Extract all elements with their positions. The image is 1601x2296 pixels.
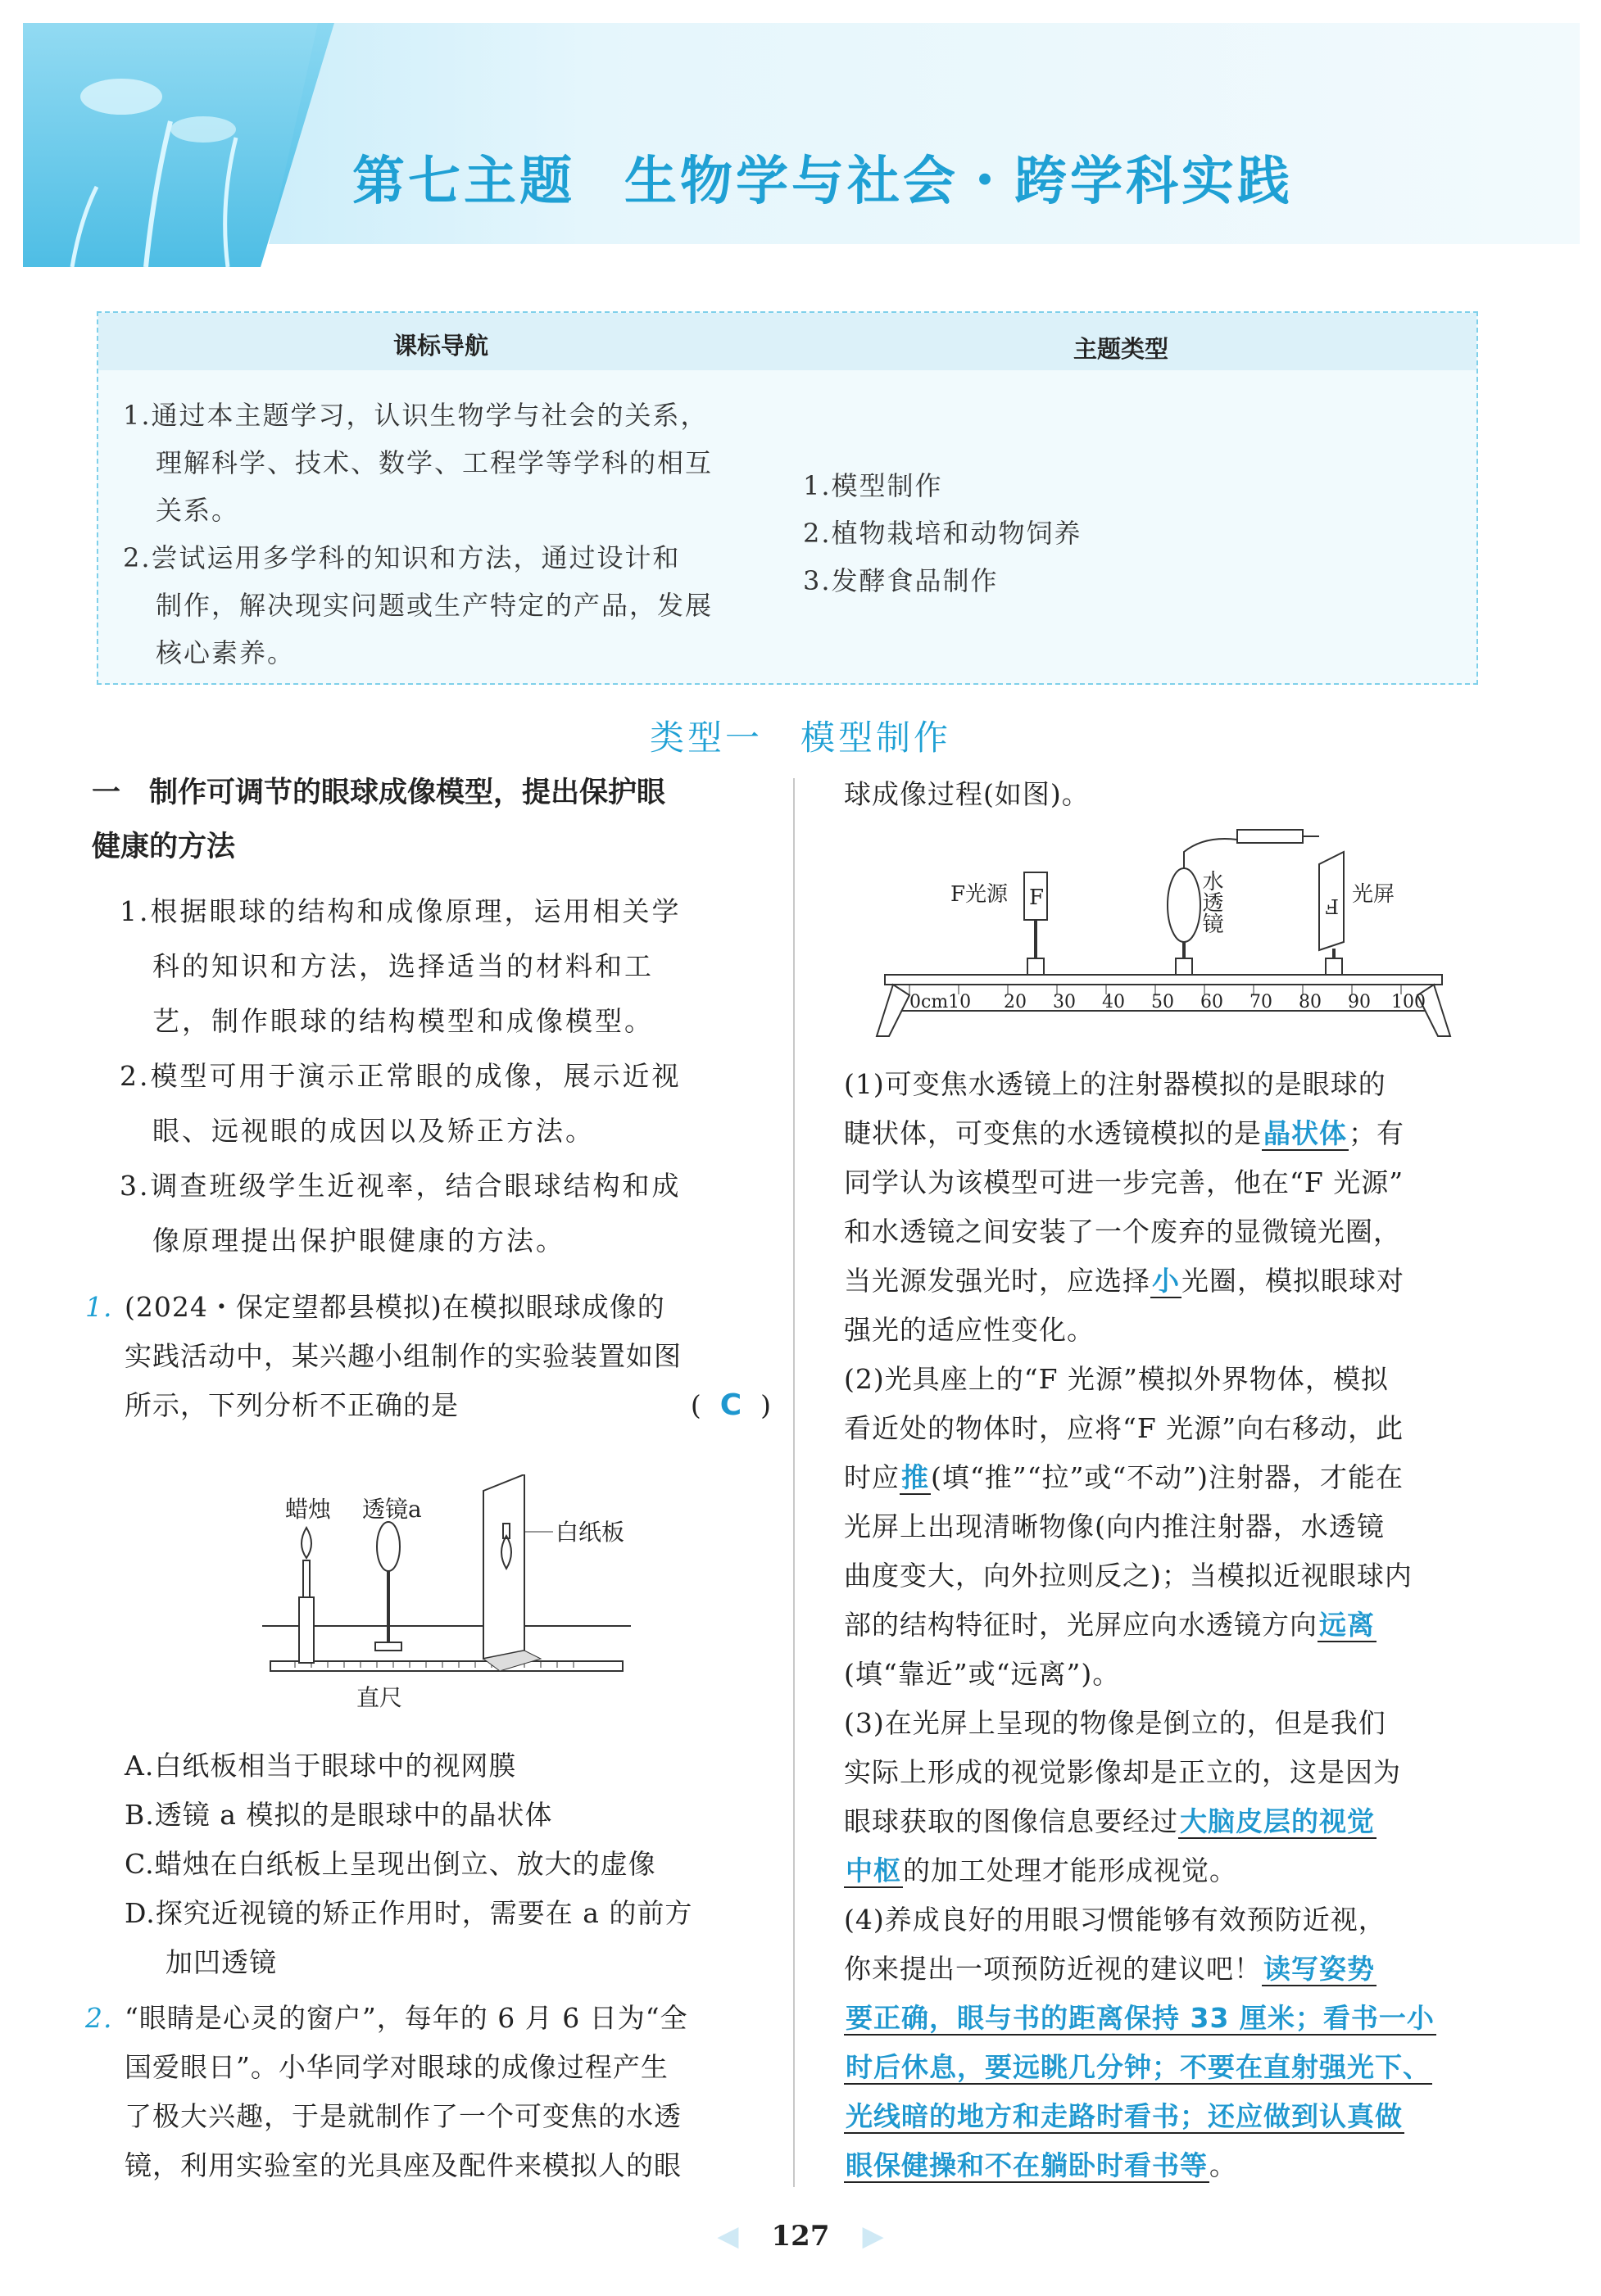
scale-label: 0cm10 [909,992,972,1012]
p2-answer-1: 推 [901,1461,929,1493]
f-source-letter: F [1029,885,1045,910]
f-source-base [1027,958,1044,975]
lens-base [375,1642,401,1651]
right-cont-line: 球成像过程(如图)。 [844,778,1090,810]
question-line: 镜，利用实验室的光具座及配件来模拟人的眼 [125,2149,682,2181]
p4-line [844,2092,1483,2141]
bench-rail-top [885,975,1442,985]
p3-answer-a: 大脑皮层的视觉 [1180,1805,1375,1837]
topic-points [92,884,772,1268]
col2-header: 主题类型 [1073,335,1169,363]
p4-line [844,2141,1483,2190]
col1-header: 课标导航 [393,332,489,360]
p2-line: 光屏上出现清晰物像(向内推注射器，水透镜 [844,1510,1385,1542]
p1-text: 睫状体，可变焦的水透镜模拟的是 [844,1117,1262,1149]
point-line: 3.调查班级学生近视率，结合眼球结构和成 [120,1170,682,1202]
scale-label: 30 [1053,992,1076,1012]
question-number: 1. [85,1291,113,1323]
p4-text: 。 [1209,2149,1237,2181]
p4-answer: 光线暗的地方和走路时看书；还应做到认真做 [846,2100,1403,2132]
col1-line: 关系。 [156,495,240,526]
question-1 [85,1283,772,1430]
p2-text: 部的结构特征时，光屏应向水透镜方向 [844,1609,1318,1641]
left-column [85,766,772,1430]
candle-flame [302,1528,311,1558]
paper-board-shape [483,1474,524,1659]
curriculum-table [97,311,1478,685]
p4-answer: 要正确，眼与书的距离保持 33 厘米；看书一小 [846,2002,1435,2034]
q1-answer: C [719,1388,743,1422]
option-d: D.探究近视镜的矫正作用时，需要在 a 的前方 [125,1897,693,1929]
candle-label: 蜡烛 [285,1496,332,1523]
question-number: 2. [85,2002,113,2034]
page-title [352,139,1293,215]
p2-line: (2)光具座上的“F 光源”模拟外界物体，模拟 [844,1363,1389,1395]
ruler-label: 直尺 [356,1684,403,1711]
lens-label: 透镜a [362,1496,422,1523]
q1-options [125,1741,780,1987]
topic-heading [92,766,772,874]
p2-text: (填“推”“拉”或“不动”)注射器，才能在 [931,1461,1404,1493]
p3-line: (3)在光屏上呈现的物像是倒立的，但是我们 [844,1707,1386,1739]
water-lens-label: 水透镜 [1199,870,1223,934]
p4-line [844,1945,1483,1994]
water-lens-base [1176,958,1192,975]
screen-label: 光屏 [1352,882,1395,907]
option-b: B.透镜 a 模拟的是眼球中的晶状体 [125,1799,553,1831]
scale-label: 100 [1391,992,1426,1012]
bracket-right: ) [760,1389,772,1421]
scale-label: 70 [1250,992,1272,1012]
p2-text: 时应 [844,1461,900,1493]
scale-label: 20 [1004,992,1027,1012]
p2-line [844,1453,1483,1502]
col2-item: 1.模型制作 [803,470,943,501]
col1-line: 1.通过本主题学习，认识生物学与社会的关系， [123,400,709,431]
p1-answer-2: 小 [1152,1265,1180,1297]
question-line: 所示，下列分析不正确的是 [125,1389,459,1421]
question-line: 实践活动中，某兴趣小组制作的实验装置如图 [125,1340,682,1372]
col2-cell [803,462,1376,605]
p1-line [844,1257,1483,1306]
p2-line: 看近处的物体时，应将“F 光源”向右移动，此 [844,1412,1404,1444]
right-answers [844,1060,1483,2190]
question-line: “眼睛是心灵的窗户”，每年的 6 月 6 日为“全 [125,2002,688,2034]
ruler-shape [270,1661,623,1671]
option-d-cont: 加凹透镜 [166,1946,277,1978]
candle-lens-figure [246,1474,655,1712]
p1-line [844,1109,1483,1158]
p3-line [844,1797,1483,1846]
p1-text: 光圈，模拟眼球对 [1181,1265,1404,1297]
p1-line: 和水透镜之间安装了一个废弃的显微镜光圈， [844,1216,1401,1248]
page-number-text: 127 [771,2220,830,2253]
right-arrow-icon: ▶ [862,2220,884,2253]
point-line: 1.根据眼球的结构和成像原理，运用相关学 [120,895,682,927]
scale-label: 80 [1299,992,1322,1012]
page-number [0,2220,1601,2253]
p1-answer-1: 晶状体 [1263,1117,1347,1149]
p4-text: 你来提出一项预防近视的建议吧！ [844,1953,1262,1985]
water-lens-shape [1168,868,1200,942]
col1-line: 2.尝试运用多学科的知识和方法，通过设计和 [123,542,681,573]
lens-shape [377,1522,400,1571]
option-c: C.蜡烛在白纸板上呈现出倒立、放大的虚像 [125,1848,656,1880]
p2-line: 曲度变大，向外拉则反之)；当模拟近视眼球内 [844,1560,1413,1592]
p1-text: ；有 [1349,1117,1404,1149]
col2-item: 3.发酵食品制作 [803,565,999,596]
question-line: 了极大兴趣，于是就制作了一个可变焦的水透 [125,2100,682,2132]
p4-line [844,1994,1483,2043]
col1-line: 核心素养。 [156,637,296,668]
screen-letter: F [1325,894,1339,917]
point-line: 科的知识和方法，选择适当的材料和工 [152,950,654,982]
p1-line: 强光的适应性变化。 [844,1314,1095,1346]
p1-text: 当光源发强光时，应选择 [844,1265,1150,1297]
title-part1: 第七主题 [352,152,575,212]
point-line: 像原理提出保护眼健康的方法。 [152,1225,565,1257]
candle-wick-body [303,1560,310,1597]
scale-label: 90 [1348,992,1371,1012]
p3-line [844,1846,1483,1895]
p3-line: 实际上形成的视觉影像却是正立的，这是因为 [844,1756,1401,1788]
p4-line [844,2043,1483,2092]
col1-cell [123,392,877,677]
topic-heading-line: 健康的方法 [92,831,236,863]
scale-label: 40 [1102,992,1125,1012]
question-line: (2024・保定望都县模拟)在模拟眼球成像的 [125,1291,665,1323]
option-a: A.白纸板相当于眼球中的视网膜 [125,1750,517,1782]
p4-answer: 读写姿势 [1263,1953,1375,1985]
p2-line [844,1601,1483,1650]
p1-line: 同学认为该模型可进一步完善，他在“F 光源” [844,1166,1404,1198]
candle-shape [299,1597,314,1663]
point-line: 艺，制作眼球的结构模型和成像模型。 [152,1005,654,1037]
p4-line: (4)养成良好的用眼习惯能够有效预防近视， [844,1904,1386,1936]
column-divider [793,778,795,2187]
p2-answer-2: 远离 [1319,1609,1375,1641]
answer-bracket [691,1381,772,1430]
board-label: 白纸板 [556,1519,625,1546]
p4-answer: 眼保健操和不在躺卧时看书等 [846,2149,1208,2181]
scale-label: 60 [1200,992,1223,1012]
table-header-row [98,313,1476,370]
f-source-label: F光源 [950,882,1009,907]
question-line: 国爱眼日”。小华同学对眼球的成像过程产生 [125,2051,669,2083]
point-line: 2.模型可用于演示正常眼的成像，展示近视 [120,1060,682,1092]
col2-item: 2.植物栽培和动物饲养 [803,518,1082,549]
scale-label: 50 [1151,992,1174,1012]
section-title: 类型一 模型制作 [649,718,951,758]
syringe-shape [1237,830,1303,843]
p4-answer: 时后休息，要远眺几分钟；不要在直射强光下、 [846,2051,1431,2083]
col1-line: 制作，解决现实问题或生产特定的产品，发展 [156,590,714,621]
p3-text: 的加工处理才能形成视觉。 [903,1854,1237,1886]
left-arrow-icon: ◀ [717,2220,739,2253]
screen-base [1326,958,1342,975]
optical-bench-figure [860,827,1467,1048]
title-part2: 生物学与社会・跨学科实践 [624,152,1293,212]
p3-text: 眼球获取的图像信息要经过 [844,1805,1178,1837]
p1-line: (1)可变焦水透镜上的注射器模拟的是眼球的 [844,1068,1386,1100]
bracket-left: ( [690,1389,702,1421]
col1-line: 理解科学、技术、数学、工程学等学科的相互 [156,447,714,478]
topic-heading-line: 一 制作可调节的眼球成像模型，提出保护眼 [92,777,666,809]
question-2 [85,1994,780,2190]
p2-line: (填“靠近”或“远离”)。 [844,1658,1121,1690]
point-line: 眼、远视眼的成因以及矫正方法。 [152,1115,595,1147]
p3-answer-b: 中枢 [846,1854,901,1886]
